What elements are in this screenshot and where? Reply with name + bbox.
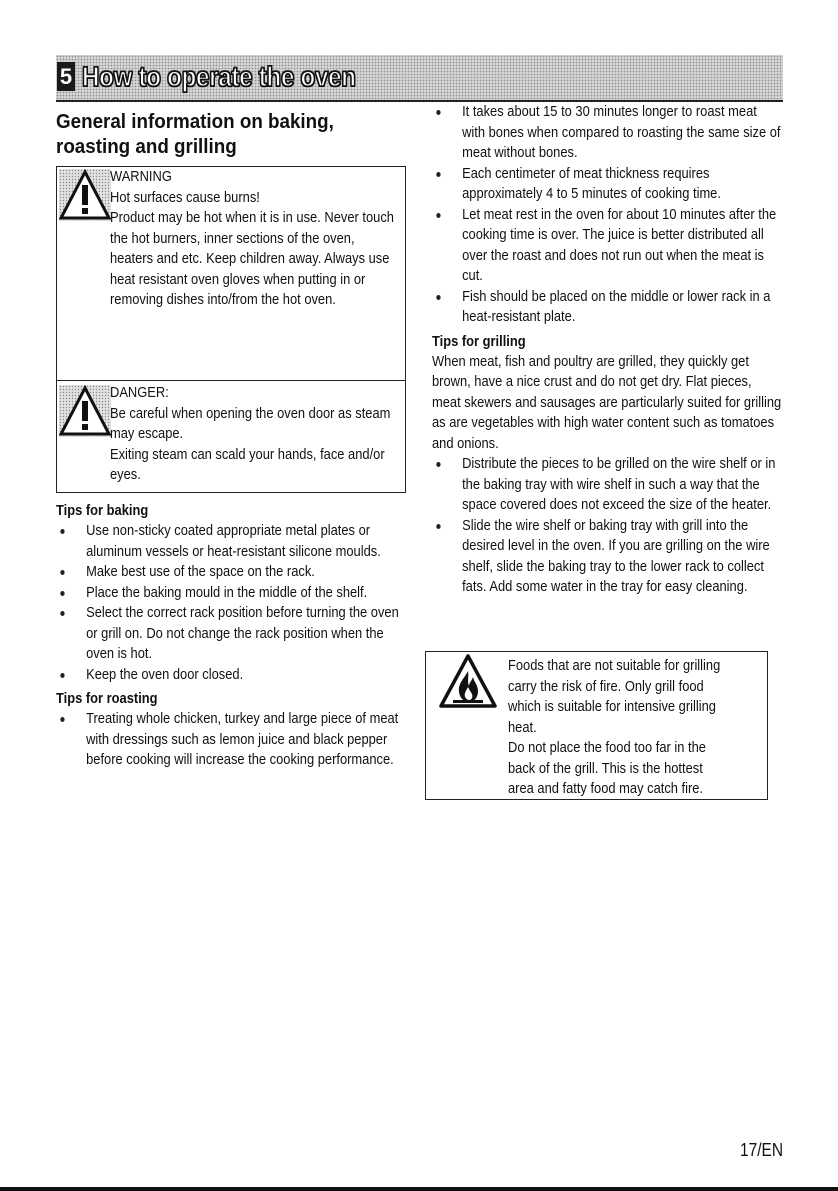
- tips-roasting-heading: Tips for roasting: [56, 690, 158, 707]
- list-item: It takes about 15 to 30 minutes longer to roast meat with bones when compared to roasting the same size of meat without bones.: [432, 102, 783, 164]
- fire-hazard-notice: [425, 651, 768, 800]
- list-item: Place the baking mould in the middle of the shelf.: [56, 583, 405, 604]
- warning-title: WARNING: [110, 168, 172, 185]
- tips-grilling-heading: Tips for grilling: [432, 332, 526, 350]
- fire-note-line: Foods that are not suitable for grilling carry the risk of fire. Only grill food which is suitable for intensive grilling heat.: [508, 657, 721, 736]
- fire-hazard-icon: [438, 653, 498, 709]
- warning-line: Product may be hot when it is in use. Never touch the hot burners, inner sections of the oven, heaters and etc. Keep children away. Always use heat resistant oven gloves when putting in or removing dishes into/from the hot oven.: [110, 209, 394, 308]
- page-bottom-rule: [0, 1187, 838, 1191]
- tips-baking-section: [56, 501, 405, 771]
- list-item: Select the correct rack position before turning the oven or grill on. Do not change the rack position when the oven is hot.: [56, 603, 405, 665]
- list-item: Use non-sticky coated appropriate metal plates or aluminum vessels or heat-resistant silicone moulds.: [56, 521, 405, 562]
- right-column: [432, 102, 784, 598]
- section-title: How to operate the oven: [82, 61, 356, 92]
- warning-line: Hot surfaces cause burns!: [110, 188, 260, 206]
- warning-triangle-icon: [59, 169, 111, 221]
- danger-notice: [56, 381, 406, 493]
- section-banner: [56, 55, 783, 102]
- list-item: Distribute the pieces to be grilled on the wire shelf or in the baking tray with wire shelf in such a way that the space covered does not exceed the size of the heater.: [432, 454, 783, 516]
- list-item: Fish should be placed on the middle or lower rack in a heat-resistant plate.: [432, 287, 783, 328]
- tips-baking-heading: Tips for baking: [56, 502, 149, 519]
- list-item: Let meat rest in the oven for about 10 minutes after the cooking time is over. The juice is better distributed all over the roast and does not run out when the meat is cut.: [432, 205, 783, 287]
- fire-note-line: Do not place the food too far in the back of the grill. This is the hottest area and fatty food may catch fire.: [508, 739, 706, 797]
- danger-line: Exiting steam can scald your hands, face and/or eyes.: [110, 445, 385, 483]
- general-heading: General information on baking, roasting and grilling: [56, 111, 334, 158]
- list-item: Make best use of the space on the rack.: [56, 562, 405, 583]
- tips-grilling-intro: When meat, fish and poultry are grilled, they quickly get brown, have a nice crust and do not get dry. Flat pieces, meat skewers and sausages are particularly suited for grilling as are vegetables with high water content such as tomatoes and onions.: [432, 352, 782, 452]
- section-number: 5: [57, 62, 75, 91]
- list-item: Keep the oven door closed.: [56, 665, 405, 686]
- danger-title: DANGER:: [110, 384, 169, 401]
- warning-triangle-icon: [59, 385, 111, 437]
- page-number: 17/EN: [739, 1140, 783, 1160]
- warning-notice: [56, 166, 406, 381]
- list-item: Each centimeter of meat thickness requires approximately 4 to 5 minutes of cooking time.: [432, 164, 783, 205]
- left-column: [56, 110, 406, 771]
- list-item: Slide the wire shelf or baking tray with grill into the desired level in the oven. If you are grilling on the wire shelf, slide the baking tray to the lower rack to collect fats. Add some water in the tray for easy cleaning.: [432, 516, 783, 598]
- danger-line: Be careful when opening the oven door as steam may escape.: [110, 404, 391, 442]
- list-item: Treating whole chicken, turkey and large piece of meat with dressings such as lemon juice and black pepper before cooking will increase the cooking performance.: [56, 709, 405, 771]
